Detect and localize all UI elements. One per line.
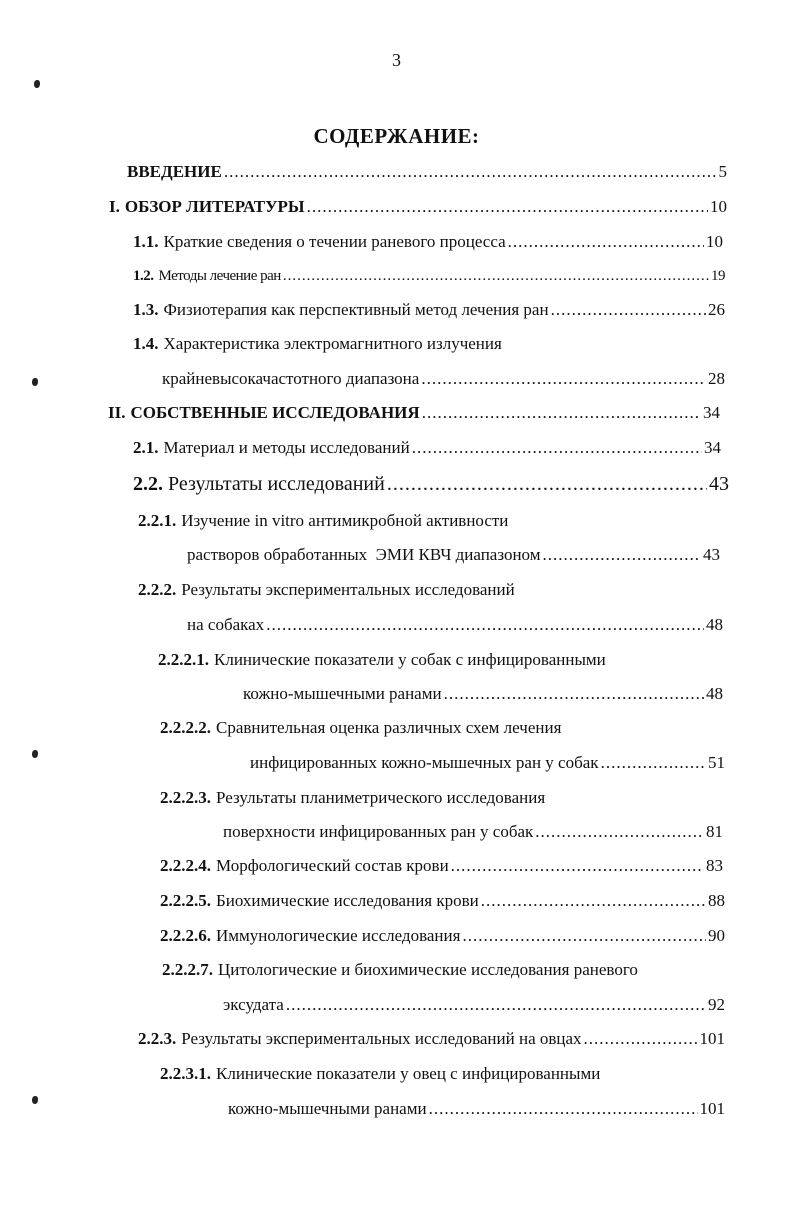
toc-entry[interactable] xyxy=(133,472,729,496)
toc-entry-text: Морфологический состав крови xyxy=(216,856,449,875)
page-number: 3 xyxy=(392,50,401,70)
toc-entry-text: Сравнительная оценка различных схем лечения xyxy=(216,718,562,737)
toc-entry[interactable] xyxy=(133,436,721,460)
toc-entry[interactable] xyxy=(133,264,725,288)
leader-dots xyxy=(444,682,704,706)
toc-entry-text: Клинические показатели у овец с инфицированными xyxy=(216,1064,601,1083)
toc-entry-number: 2.1. xyxy=(133,438,159,457)
toc-entry-number: 2.2.2.6. xyxy=(160,926,211,945)
leader-dots xyxy=(224,160,717,184)
toc-entry[interactable] xyxy=(160,716,561,740)
toc-entry-text: инфицированных кожно-мышечных ран у собак xyxy=(250,753,599,772)
leader-dots xyxy=(462,924,706,948)
toc-entry-page: 43 xyxy=(703,545,720,564)
toc-entry[interactable] xyxy=(158,648,606,672)
toc-entry-text: Результаты экспериментальных исследований xyxy=(181,580,515,599)
toc-entry-page: 10 xyxy=(706,232,723,251)
toc-entry[interactable] xyxy=(138,1027,725,1051)
toc-entry-text: эксудата xyxy=(223,995,284,1014)
toc-entry-number: 2.2.2.5. xyxy=(160,891,211,910)
toc-entry[interactable] xyxy=(133,332,502,356)
toc-entry-page: 83 xyxy=(706,856,723,875)
scan-mark xyxy=(32,1096,38,1104)
toc-entry-page: 101 xyxy=(699,1099,725,1118)
leader-dots xyxy=(551,298,706,322)
toc-entry-number: II. xyxy=(108,403,126,422)
toc-entry-continuation[interactable] xyxy=(187,543,720,567)
scan-mark xyxy=(32,750,38,758)
toc-entry[interactable] xyxy=(127,160,727,184)
toc-entry-text: кожно-мышечными ранами xyxy=(243,684,442,703)
leader-dots xyxy=(307,195,708,219)
toc-entry-number: I. xyxy=(109,197,120,216)
leader-dots xyxy=(601,751,706,775)
toc-entry-page: 34 xyxy=(704,438,721,457)
toc-entry-text: Изучение in vitro антимикробной активности xyxy=(181,511,509,530)
leader-dots xyxy=(542,543,701,567)
toc-entry-number: 2.2. xyxy=(133,473,163,495)
page-title: СОДЕРЖАНИЕ: xyxy=(313,124,480,148)
leader-dots xyxy=(429,1097,698,1121)
toc-entry-continuation[interactable] xyxy=(243,682,723,706)
toc-entry-number: 2.2.2.7. xyxy=(162,960,213,979)
toc-entry-text: ВВЕДЕНИЕ xyxy=(127,162,222,181)
toc-entry[interactable] xyxy=(160,1062,600,1086)
toc-entry-text: кожно-мышечными ранами xyxy=(228,1099,427,1118)
toc-entry[interactable] xyxy=(108,401,720,425)
leader-dots xyxy=(387,472,707,496)
toc-entry[interactable] xyxy=(138,509,508,533)
toc-entry-text: Иммунологические исследования xyxy=(216,926,461,945)
toc-entry[interactable] xyxy=(160,854,723,878)
toc-entry-text: ОБЗОР ЛИТЕРАТУРЫ xyxy=(124,197,305,216)
toc-entry-number: 2.2.2. xyxy=(138,580,177,599)
toc-entry[interactable] xyxy=(138,578,515,602)
toc-entry-text: Материал и методы исследований xyxy=(163,438,410,457)
toc-entry-page: 28 xyxy=(708,369,725,388)
toc-entry-number: 2.2.2.3. xyxy=(160,788,211,807)
toc-entry-text: Клинические показатели у собак с инфицированными xyxy=(214,650,606,669)
toc-entry-number: 2.2.2.1. xyxy=(158,650,209,669)
toc-entry-text: Краткие сведения о течении раневого процесса xyxy=(163,232,506,251)
toc-entry-page: 90 xyxy=(708,926,725,945)
toc-entry-page: 88 xyxy=(708,891,725,910)
toc-entry-continuation[interactable] xyxy=(223,820,723,844)
toc-entry-page: 34 xyxy=(703,403,720,422)
toc-entry-text: Характеристика электромагнитного излучения xyxy=(163,334,502,353)
toc-entry[interactable] xyxy=(162,958,638,982)
toc-entry-number: 1.2. xyxy=(133,268,154,284)
toc-entry-continuation[interactable] xyxy=(162,367,725,391)
toc-entry-text: крайневысокачастотного диапазона xyxy=(162,369,420,388)
toc-entry-text: Результаты исследований xyxy=(168,473,385,495)
toc-entry-number: 2.2.3.1. xyxy=(160,1064,211,1083)
toc-entry-page: 5 xyxy=(718,162,727,181)
toc-entry-page: 48 xyxy=(706,684,723,703)
leader-dots xyxy=(451,854,704,878)
toc-entry-number: 1.1. xyxy=(133,232,159,251)
toc-entry-text: Физиотерапия как перспективный метод лечения ран xyxy=(163,300,549,319)
toc-entry-number: 2.2.1. xyxy=(138,511,177,530)
toc-entry-page: 101 xyxy=(699,1029,725,1048)
toc-entry[interactable] xyxy=(160,924,725,948)
toc-entry-page: 43 xyxy=(709,473,729,495)
leader-dots xyxy=(421,367,706,391)
toc-entry-continuation[interactable] xyxy=(250,751,725,775)
toc-entry-number: 2.2.3. xyxy=(138,1029,177,1048)
leader-dots xyxy=(266,613,704,637)
toc-entry[interactable] xyxy=(160,889,725,913)
scan-mark xyxy=(34,80,40,88)
leader-dots xyxy=(283,264,709,288)
toc-entry-text: Биохимические исследования крови xyxy=(216,891,479,910)
leader-dots xyxy=(535,820,704,844)
leader-dots xyxy=(286,993,706,1017)
toc-entry-page: 10 xyxy=(710,197,727,216)
toc-entry-text: СОБСТВЕННЫЕ ИССЛЕДОВАНИЯ xyxy=(130,403,420,422)
leader-dots xyxy=(508,230,704,254)
toc-entry-page: 51 xyxy=(708,753,725,772)
toc-entry-page: 26 xyxy=(708,300,725,319)
toc-entry-continuation[interactable] xyxy=(187,613,723,637)
toc-entry-text: Результаты планиметрического исследования xyxy=(216,788,546,807)
toc-entry-page: 92 xyxy=(708,995,725,1014)
toc-entry-text: Методы лечение ран xyxy=(158,268,281,284)
toc-entry-text: поверхности инфицированных ран у собак xyxy=(223,822,534,841)
toc-entry-page: 19 xyxy=(711,268,725,284)
leader-dots xyxy=(412,436,702,460)
toc-entry[interactable] xyxy=(133,298,725,322)
toc-entry-page: 81 xyxy=(706,822,723,841)
toc-entry-number: 1.3. xyxy=(133,300,159,319)
toc-entry-continuation[interactable] xyxy=(228,1097,725,1121)
toc-entry-continuation[interactable] xyxy=(223,993,725,1017)
toc-entry[interactable] xyxy=(160,786,545,810)
toc-entry-number: 1.4. xyxy=(133,334,159,353)
leader-dots xyxy=(422,401,701,425)
toc-entry-text: на собаках xyxy=(187,615,265,634)
toc-entry-text: Цитологические и биохимические исследования раневого xyxy=(218,960,638,979)
toc-entry[interactable] xyxy=(133,230,723,254)
toc-entry-number: 2.2.2.4. xyxy=(160,856,211,875)
leader-dots xyxy=(481,889,706,913)
scan-mark xyxy=(32,378,38,386)
toc-entry-page: 48 xyxy=(706,615,723,634)
toc-entry[interactable] xyxy=(109,195,727,219)
leader-dots xyxy=(584,1027,698,1051)
toc-entry-text: растворов обработанных ЭМИ КВЧ диапазоном xyxy=(187,545,541,564)
toc-entry-number: 2.2.2.2. xyxy=(160,718,211,737)
toc-entry-text: Результаты экспериментальных исследований на овцах xyxy=(181,1029,582,1048)
